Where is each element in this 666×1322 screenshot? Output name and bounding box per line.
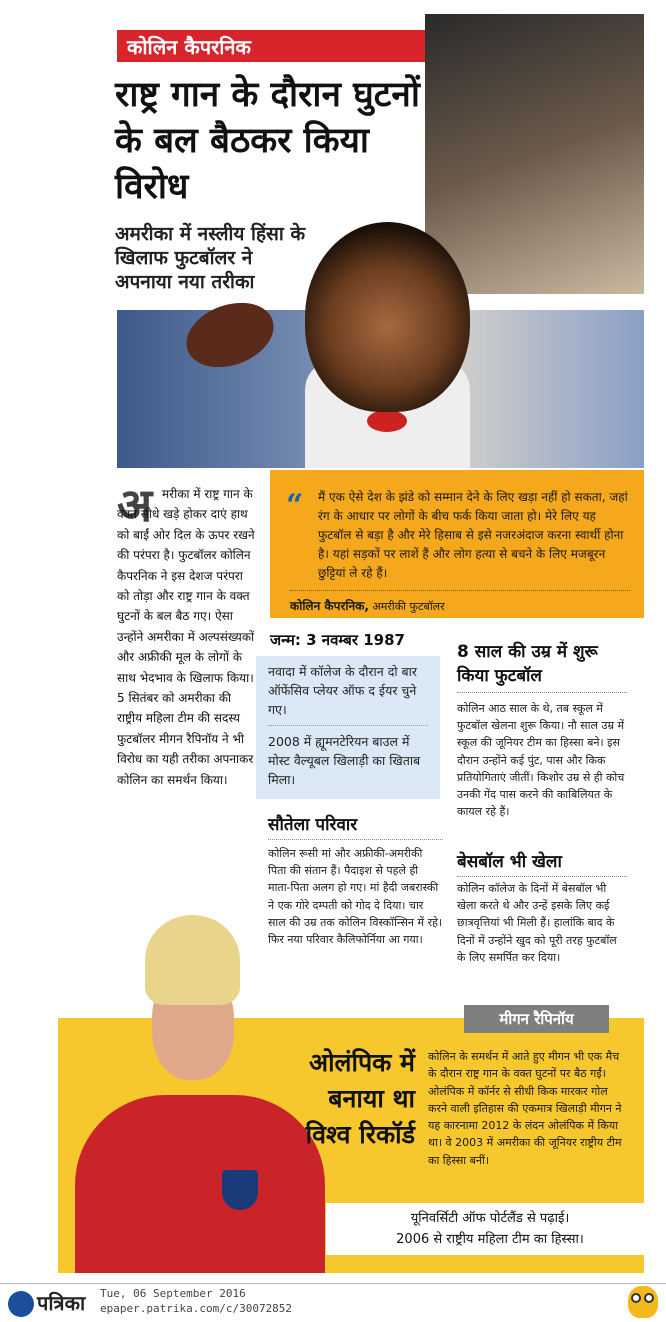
footer-divider — [0, 1283, 666, 1284]
49ers-logo-icon — [367, 410, 407, 432]
step-family-heading: सौतेला परिवार — [268, 812, 443, 840]
megan-info-line: यूनिवर्सिटी ऑफ पोर्टलैंड से पढ़ाई। — [410, 1211, 570, 1226]
megan-hair-image — [145, 915, 240, 1005]
baseball-text: कोलिन कॉलेज के दिनों में बेसबॉल भी खेला करते थे और उन्हें इसके लिए कई छात्रवृत्तियां भी मिली हैं। हालांकि बाद के दिनों में उन्होंने खुद को पूरी तरह फुटबॉल के लिए समर्पित कर दिया। — [457, 882, 617, 964]
megan-jersey-image — [75, 1095, 325, 1273]
quote-mark-icon: “ — [286, 488, 304, 523]
facts-box — [256, 656, 440, 799]
subheadline: अमरीका में नस्लीय हिंसा के खिलाफ फुटबॉलर ने अपनाया नया तरीका — [115, 223, 306, 293]
megan-info-text — [340, 1208, 640, 1250]
kicker-label: कोलिन कैपरनिक — [117, 30, 437, 62]
drop-cap: अ — [117, 478, 153, 532]
issue-date: Tue, 06 September 2016 — [100, 1287, 246, 1300]
footer-meta — [100, 1286, 292, 1316]
quote-author-name: कोलिन कैपरनिक, — [290, 599, 369, 613]
headline: राष्ट्र गान के दौरान घुटनों के बल बैठकर किया विरोध — [115, 75, 420, 207]
megan-info-line: 2006 से राष्ट्रीय महिला टीम का हिस्सा। — [396, 1232, 584, 1247]
fact-item: नवादा में कॉलेज के दौरान दो बार ऑफेंसिव प्लेयर ऑफ द ईयर चुने गए। — [268, 662, 428, 726]
step-family-text: कोलिन रूसी मां और अफ्रीकी-अमरीकी पिता की संतान हैं। पैदाइश से पहले ही माता-पिता अलग हो गए। मां हैदी जबरास्की ने एक गोरे दम्पती को गोद दे दिया। चार साल की उम्र तक कोलिन विस्कॉन्सिन में रहे। फिर नया परिवार कैलिफोर्निया आ गया। — [268, 847, 443, 947]
fact-item: 2008 में ह्यूमनटेरियन बाउल में मोस्ट वैल्यूबल खिलाड़ी का खिताब मिला। — [268, 734, 421, 787]
epaper-link[interactable]: epaper.patrika.com/c/30072852 — [100, 1302, 293, 1315]
quote-text: मैं एक ऐसे देश के झंडे को सम्मान देने के लिए खड़ा नहीं हो सकता, जहां रंग के आधार पर लोगों के बीच फर्क किया जाता हो। मेरे लिए यह फुटबॉल से बड़ा है और मेरे हिसाब से इसे नजरअंदाज करना स्वार्थी होना है। यहां सड़कों पर लाशें हैं और लोग हत्या से बचने के लिए मजबूरन छुट्टियां ले रहे हैं। — [318, 490, 628, 580]
kaepernick-portrait — [305, 222, 470, 412]
birth-date: जन्म: 3 नवम्बर 1987 — [270, 631, 405, 649]
patrika-logo-icon — [8, 1291, 34, 1317]
quote-attribution — [290, 590, 630, 614]
megan-heading: ओलंपिक में बनाया था विश्व रिकॉर्ड — [305, 1048, 415, 1149]
team-kneeling-photo — [425, 14, 644, 294]
megan-name-tag: मीगन रैपिनॉय — [464, 1005, 609, 1033]
megan-text: कोलिन के समर्थन में आते हुए मीगन भी एक मैच के दौरान राष्ट्र गान के वक्त घुटनों पर बैठ गईं। ओलंपिक में कॉर्नर से सीधी किक मारकर गोल करने वाली इतिहास की एकमात्र खिलाड़ी मीगन ने यह कारनामा 2012 के लंदन ओलंपिक में किया था। वे 2003 में अमरीका की जूनियर राष्ट्रीय टीम का हिस्सा बनीं। — [428, 1050, 622, 1167]
quote-author-role: अमरीकी फुटबॉलर — [368, 600, 445, 613]
patrika-logo: पत्रिका — [37, 1291, 86, 1315]
owl-mascot-icon[interactable] — [628, 1286, 658, 1318]
started-football-text: कोलिन आठ साल के थे, तब स्कूल में फुटबॉल खेलना शुरू किया। नौ साल उम्र में स्कूल की जूनियर टीम का हिस्सा बने। इस दौरान उन्होंने कई पुंट, पास और किक प्रतियोगिताएं जीतीं। किशोर उम्र से ही कोच उनकी गेंद पास करने की काबिलियत के कायल रहे हैं। — [457, 702, 625, 819]
article-body: मरीका में राष्ट्र गान के वक्त सीधे खड़े होकर दाएं हाथ को बाईं ओर दिल के ऊपर रखने की परंपरा है। फुटबॉलर कोलिन कैपरनिक ने इस देशज परंपरा को तोड़ा और राष्ट्र गान के वक्त घुटनों के बल बैठ गए। ऐसा उन्होंने अमरीका में अल्पसंख्यकों और अफ्रीकी मूल के लोगों के साथ भेदभाव के खिलाफ किया। 5 सितंबर को अमरीका की राष्ट्रीय महिला टीम की सदस्य फुटबॉलर मीगन रैपिनॉय ने भी विरोध का यही तरीका अपनाकर कोलिन का समर्थन किया। — [117, 487, 255, 787]
started-football-heading: 8 साल की उम्र में शुरू किया फुटबॉल — [457, 640, 627, 693]
usa-crest-icon — [222, 1170, 258, 1210]
baseball-heading: बेसबॉल भी खेला — [457, 849, 627, 877]
